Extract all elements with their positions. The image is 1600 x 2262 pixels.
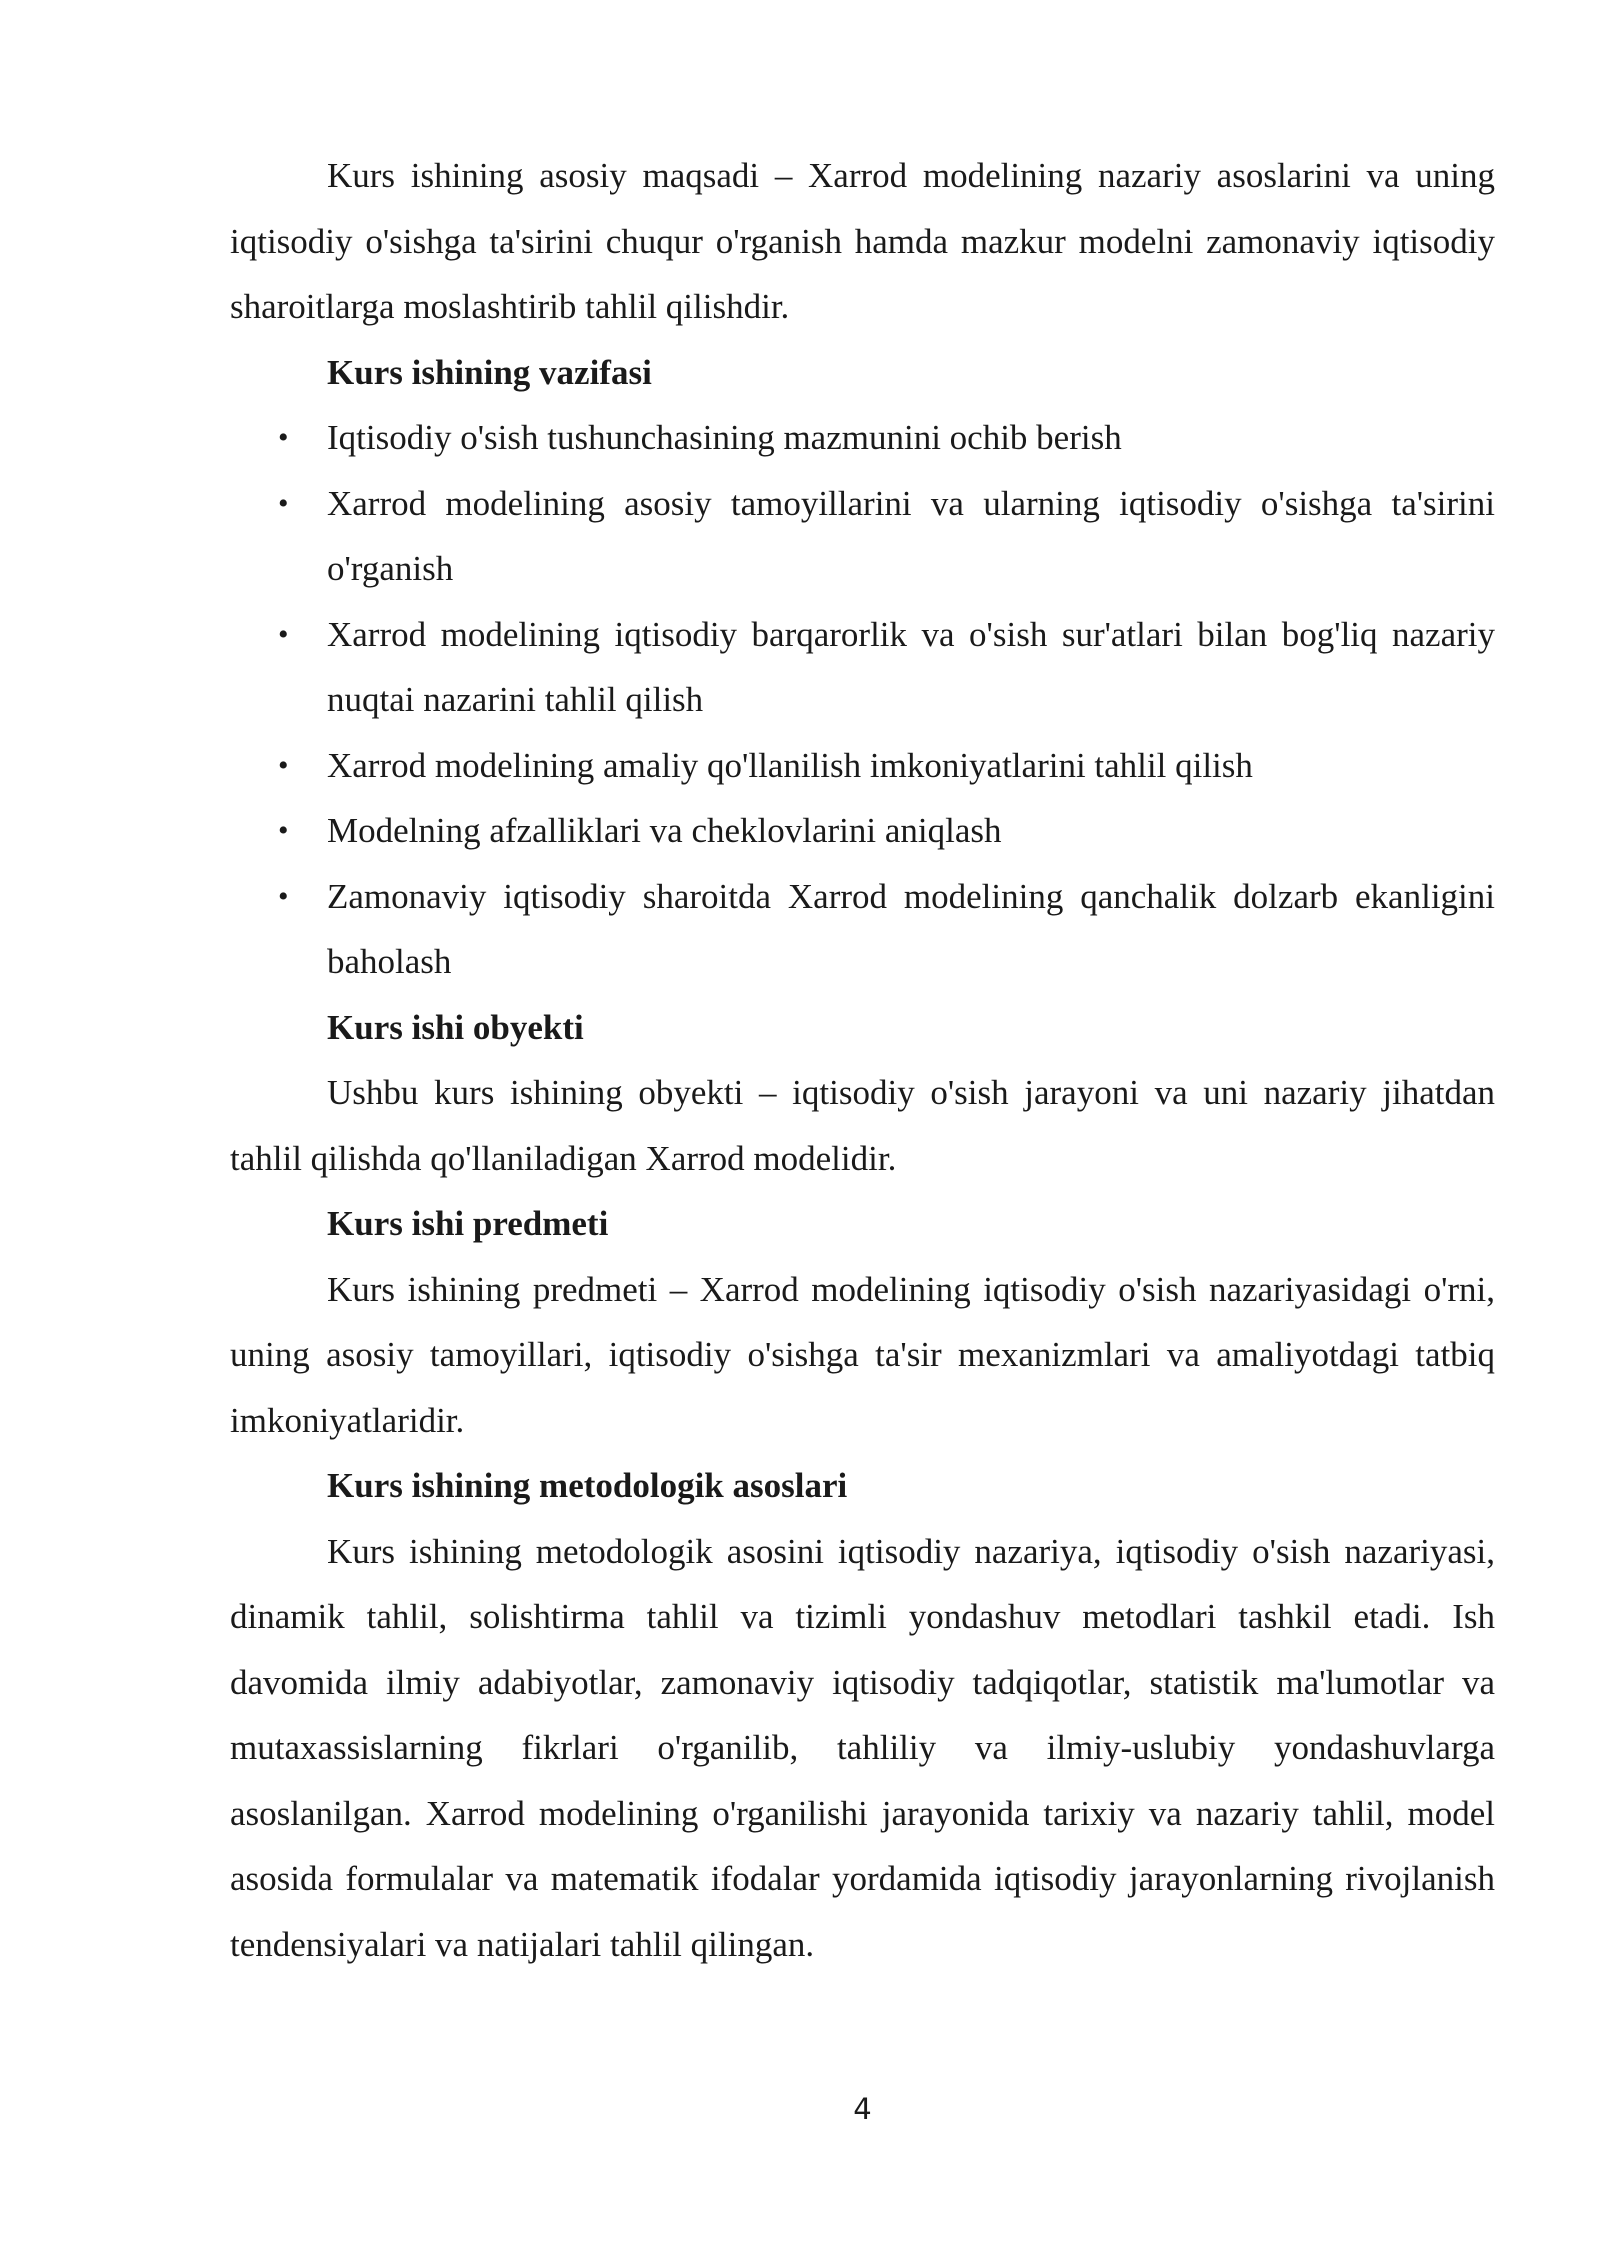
bullet-icon: • [278, 617, 289, 651]
list-item-text: Xarrod modelining asosiy tamoyillarini va ularning iqtisodiy o'sishga ta'sirini o'rganish [327, 483, 1495, 588]
methodology-heading: Kurs ishining metodologik asoslari [327, 1466, 848, 1505]
bullet-icon: • [278, 421, 289, 454]
list-item [230, 405, 1495, 471]
list-item [230, 471, 1495, 602]
bullet-icon: • [278, 486, 289, 520]
intro-paragraph: Kurs ishining asosiy maqsadi – Xarrod modelining nazariy asoslarini va uning iqtisodiy o'sishga ta'sirini chuqur o'rganish hamda mazkur modelni zamonaviy iqtisodiy sharoitlarga moslashtirib tahlil qilishdir. [230, 156, 1495, 326]
tasks-list [230, 405, 1495, 995]
bullet-icon: • [278, 814, 289, 847]
list-item [230, 798, 1495, 864]
list-item-text: Zamonaviy iqtisodiy sharoitda Xarrod modelining qanchalik dolzarb ekanligini baholash [327, 876, 1495, 981]
list-item-text: Modelning afzalliklari va cheklovlarini aniqlash [327, 811, 1002, 850]
page-number: 4 [853, 2092, 872, 2126]
list-item-text: Iqtisodiy o'sish tushunchasining mazmunini ochib berish [327, 418, 1122, 457]
object-heading: Kurs ishi obyekti [327, 1007, 584, 1047]
list-item [230, 733, 1495, 799]
object-paragraph: Ushbu kurs ishining obyekti – iqtisodiy o'sish jarayoni va uni nazariy jihatdan tahlil qilishda qo'llaniladigan Xarrod modelidir. [230, 1073, 1495, 1178]
list-item-text: Xarrod modelining iqtisodiy barqarorlik va o'sish sur'atlari bilan bog'liq nazariy nuqtai nazarini tahlil qilish [327, 614, 1495, 719]
list-item-text: Xarrod modelining amaliy qo'llanilish imkoniyatlarini tahlil qilish [327, 745, 1253, 785]
bullet-icon: • [278, 748, 289, 782]
tasks-heading: Kurs ishining vazifasi [327, 352, 652, 392]
list-item [230, 602, 1495, 733]
list-item [230, 864, 1495, 995]
subject-paragraph: Kurs ishining predmeti – Xarrod modelining iqtisodiy o'sish nazariyasidagi o'rni, uning asosiy tamoyillari, iqtisodiy o'sishga ta'sir mexanizmlari va amaliyotdagi tatbiq imkoniyatlaridir. [230, 1269, 1495, 1440]
subject-heading: Kurs ishi predmeti [327, 1204, 609, 1243]
methodology-paragraph: Kurs ishining metodologik asosini iqtisodiy nazariya, iqtisodiy o'sish nazariyasi, dinamik tahlil, solishtirma tahlil va tizimli yondashuv metodlari tashkil etadi. Ish davomida ilmiy adabiyotlar, zamonaviy iqtisodiy tadqiqotlar, statistik ma'lumotlar va mutaxassislarning fikrlari o'rganilib, tahliliy va ilmiy-uslubiy yondashuvlarga asoslanilgan. Xarrod modelining o'rganilishi jarayonida tarixiy va nazariy tahlil, model asosida formulalar va matematik ifodalar yordamida iqtisodiy jarayonlarning rivojlanish tendensiyalari va natijalari tahlil qilingan. [230, 1531, 1495, 1964]
document-page [230, 143, 1495, 1977]
bullet-icon: • [278, 879, 289, 913]
